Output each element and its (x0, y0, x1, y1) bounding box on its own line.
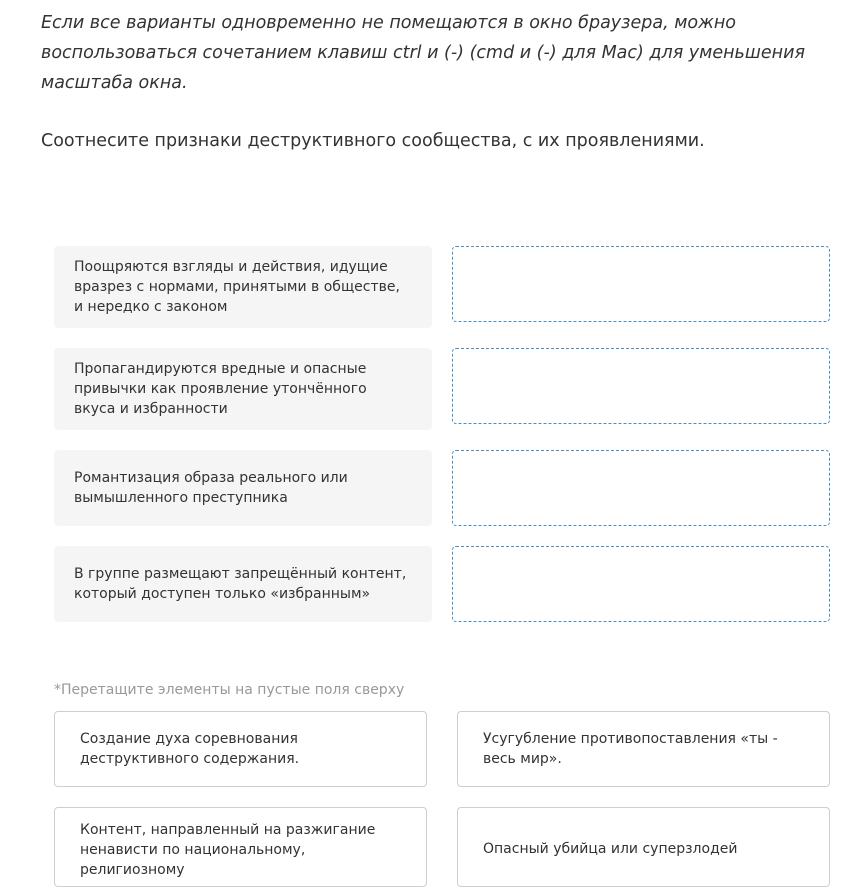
match-term-label: Романтизация образа реального или вымышленного преступника (74, 470, 348, 506)
option-label: Создание духа соревнования деструктивного содержания. (80, 731, 300, 767)
draggable-option-1[interactable] (54, 711, 427, 787)
drop-zone-4[interactable] (452, 546, 830, 622)
match-term-2 (54, 348, 432, 430)
draggable-option-3[interactable] (54, 807, 427, 887)
question-text: Соотнесите признаки деструктивного сообщества, с их проявлениями. (41, 131, 705, 151)
match-term-3 (54, 450, 432, 526)
match-term-label: Поощряются взгляды и действия, идущие вразрез с нормами, принятыми в обществе, и нередко с законом (74, 259, 400, 315)
option-label: Опасный убийца или суперзлодей (483, 841, 738, 857)
option-label: Контент, направленный на разжигание ненависти по национальному, религиозному (80, 822, 376, 878)
match-term-label: Пропагандируются вредные и опасные привычки как проявление утончённого вкуса и избранности (74, 361, 367, 417)
drag-instruction-note: *Перетащите элементы на пустые поля сверху (54, 682, 405, 698)
drop-zone-1[interactable] (452, 246, 830, 322)
option-label: Усугубление противопоставления «ты - весь мир». (483, 731, 778, 767)
instruction-hint: Если все варианты одновременно не помещаются в окно браузера, можно воспользоваться сочетанием клавиш ctrl и (-) (cmd и (-) для Mac) для уменьшения масштаба окна. (41, 13, 805, 93)
draggable-option-2[interactable] (457, 711, 830, 787)
draggable-option-4[interactable] (457, 807, 830, 887)
match-term-label: В группе размещают запрещённый контент, который доступен только «избранным» (74, 566, 407, 602)
drop-zone-3[interactable] (452, 450, 830, 526)
match-term-1 (54, 246, 432, 328)
drop-zone-2[interactable] (452, 348, 830, 424)
match-term-4 (54, 546, 432, 622)
